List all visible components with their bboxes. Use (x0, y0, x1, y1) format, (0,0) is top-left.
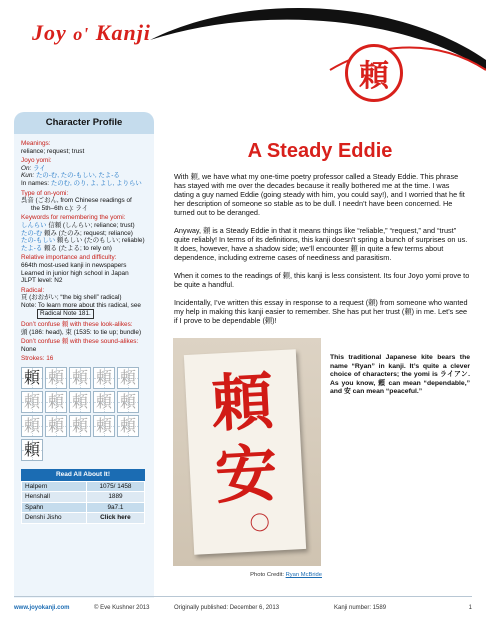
denshi-jisho-link[interactable]: Click here (86, 513, 144, 524)
stroke-order-cell: 頼 (45, 415, 67, 437)
photo-credit-label: Photo Credit: (250, 572, 284, 578)
keyword-text: 頼る (たよる; to rely on) (44, 244, 112, 252)
reference-value: 1889 (86, 492, 144, 503)
article-body (174, 172, 470, 334)
table-row (22, 513, 145, 524)
meanings-section (21, 140, 147, 155)
importance-line: Learned in junior high school in Japan (21, 269, 129, 277)
onyomi-type-section (21, 190, 147, 213)
stroke-order-cell: 頼 (21, 439, 43, 461)
stroke-order-cell: 頼 (117, 391, 139, 413)
reference-name: Halpern (22, 481, 87, 492)
strokes-section (21, 355, 147, 461)
importance-line: 664th most-used kanji in newspapers (21, 261, 127, 269)
page-footer (14, 596, 472, 618)
stroke-order-cell: 頼 (93, 415, 115, 437)
page-number: 1 (468, 604, 472, 611)
kite-kanji-2: 安 (213, 436, 280, 513)
site-url-link[interactable]: www.joyokanji.com (14, 604, 70, 611)
kite-photo (173, 338, 321, 566)
meanings-value: reliance; request; trust (21, 147, 85, 155)
article-title: A Steady Eddie (247, 140, 393, 162)
kun-value: たの-む, たの-もしい, たよ-る (35, 172, 120, 180)
reference-value: 1075/ 1458 (86, 481, 144, 492)
reference-value: 9a7.1 (86, 502, 144, 513)
joy-o-kanji-logo[interactable]: Joy o' Kanji (32, 20, 151, 45)
article-paragraph: Incidentally, I’ve written this essay in response to a request (頼) from someone who wanted my help in making this kanji easier to remember. She has put her trust (頼) in me. Let’s see if I prove to be dependable (頼)! (174, 298, 468, 325)
article-paragraph: When it comes to the readings of 頼, this kanji is less consistent. Its four Joyo yomi prove to be quite a handful. (174, 271, 470, 289)
lookalikes-section (21, 321, 147, 336)
keywords-heading: Keywords for remembering the yomi: (21, 214, 126, 222)
stroke-order-cell: 頼 (93, 391, 115, 413)
keywords-section (21, 214, 147, 252)
page-header (0, 0, 486, 108)
stroke-order-cell: 頼 (93, 367, 115, 389)
table-row (22, 481, 145, 492)
keyword-reading: たの-む (21, 229, 43, 237)
stroke-order-grid (21, 367, 147, 461)
soundalikes-value: None (21, 345, 37, 353)
onyomi-type-heading: Type of on-yomi: (21, 189, 69, 197)
radical-line: Note: To learn more about this radical, see (21, 301, 141, 309)
character-profile-body (14, 134, 154, 598)
stroke-order-cell: 頼 (21, 415, 43, 437)
header-swoosh-graphic (0, 0, 486, 108)
keyword-reading: しんらい (21, 221, 47, 229)
radical-section (21, 287, 147, 319)
soundalikes-section (21, 338, 147, 353)
radical-note-link[interactable]: Radical Note 181. (37, 309, 94, 319)
kite-kanji-1: 頼 (209, 364, 276, 441)
keyword-reading: たの-もしい (21, 237, 56, 245)
article-paragraph: With 頼, we have what my one-time poetry professor called a Steady Eddie. This phrase has stayed with me over the decades because it really bothered me at the time. I was dating a guy named Eddie (going steady with him, you could say!), and I worried that he fit her description of someone so stable as to be dull. I needn’t have been concerned. He turned out to be deranged. (174, 172, 465, 217)
kite-seal-stamp (250, 513, 269, 532)
stroke-order-cell: 頼 (45, 391, 67, 413)
character-profile-title: Character Profile (14, 112, 154, 134)
references-box (21, 469, 145, 524)
on-value: ライ (33, 164, 46, 172)
stroke-order-cell: 頼 (21, 367, 43, 389)
importance-heading: Relative importance and difficulty: (21, 254, 117, 262)
onyomi-type-line: 呉音 (ごおん, from Chinese readings of (21, 197, 132, 205)
article-paragraph: Anyway, 頼 is a Steady Eddie in that it means things like “reliable,” “request,” and “trust” quite reliably! In terms of its definitions, this kanji doesn’t spring a bunch of surprises on us. It does, however, have a shadow side; we’ll encounter 頼 in quite a few terms about dependence, including extreme cases of neediness and parasitism. (174, 226, 468, 262)
stroke-order-cell: 頼 (117, 367, 139, 389)
photo-caption: This traditional Japanese kite bears the name “Ryan” in kanji. It’s quite a clever choice of characters; the yomi is ライアン. As you know, 頼 can mean “dependable,” and 安 can mean “peaceful.” (330, 354, 470, 396)
keyword-text: 頼もしい (たのもしい; reliable) (56, 237, 145, 245)
stroke-order-cell: 頼 (117, 415, 139, 437)
kanji-number: Kanji number: 1589 (334, 604, 387, 611)
table-row (22, 502, 145, 513)
stroke-order-cell: 頼 (69, 367, 91, 389)
table-row (22, 492, 145, 503)
lookalikes-heading: Don’t confuse 頼 with these look-alikes: (21, 321, 133, 329)
joyo-yomi-heading: Joyo yomi: (21, 157, 52, 165)
kun-label: Kun: (21, 172, 35, 180)
keyword-text: 頼み (たのみ; request; reliance) (44, 229, 133, 237)
onyomi-type-line: the 5th–6th c.): ライ (31, 204, 88, 212)
references-table (21, 481, 145, 524)
stroke-order-cell: 頼 (69, 415, 91, 437)
photo-credit-link[interactable]: Ryan McBride (285, 572, 322, 578)
importance-line: JLPT level: N2 (21, 277, 63, 285)
names-value: たのむ, のり, よ, よし, よりらい (50, 179, 142, 187)
reference-name: Henshall (22, 492, 87, 503)
stroke-order-cell: 頼 (21, 391, 43, 413)
kite-image (184, 349, 306, 555)
references-heading: Read All About It! (21, 469, 145, 481)
soundalikes-heading: Don’t confuse 頼 with these sound-alikes: (21, 338, 139, 346)
names-label: In names: (21, 179, 50, 187)
photo-credit (170, 572, 322, 578)
keyword-text: 信頼 (しんらい; reliance; trust) (48, 221, 135, 229)
joyo-yomi-section (21, 157, 147, 187)
lookalikes-value: 頭 (186: head), 束 (1535: to tie up; bundle) (21, 328, 142, 336)
copyright-text: © Eve Kushner 2013 (94, 604, 150, 611)
radical-heading: Radical: (21, 286, 45, 294)
on-label: On: (21, 164, 32, 172)
stroke-order-cell: 頼 (45, 367, 67, 389)
radical-line: 頁 (おおがい; “the big shell” radical) (21, 294, 122, 302)
importance-section (21, 254, 147, 284)
keyword-reading: たよ-る (21, 244, 43, 252)
reference-name: Spahn (22, 502, 87, 513)
published-date: Originally published: December 6, 2013 (174, 604, 280, 611)
kanji-badge: 頼 (345, 44, 403, 102)
strokes-heading: Strokes: 16 (21, 355, 54, 363)
stroke-order-cell: 頼 (69, 391, 91, 413)
character-profile-panel (14, 112, 154, 598)
meanings-heading: Meanings: (21, 140, 51, 147)
reference-name: Denshi Jisho (22, 513, 87, 524)
